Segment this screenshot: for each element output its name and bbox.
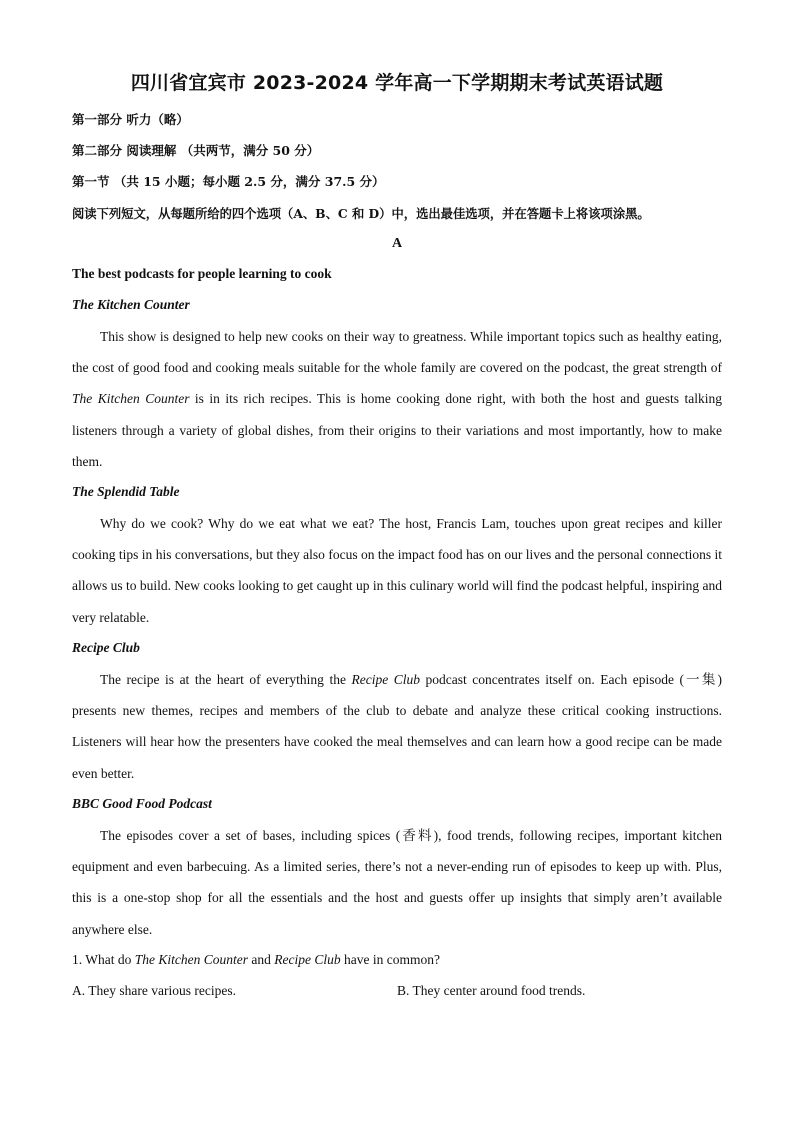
question-1-option-a: A. They share various recipes.: [72, 983, 236, 998]
part-one-heading: 第一部分 听力（略）: [72, 112, 189, 127]
podcast-heading-kitchen-counter: The Kitchen Counter: [72, 297, 190, 312]
paragraph-bbc-good-food: The episodes cover a set of bases, including spices (香料), food trends, following recipes, important kitchen equipment and even barbecuing. As a limited series, there’s not a never-ending run of episodes to keep up with. Plus, this is a one-stop shop for all the essentials and the host and guests offer up insights that simply aren’t available anywhere else.: [72, 828, 722, 937]
paragraph-recipe-club: The recipe is at the heart of everything the Recipe Club podcast concentrates itself on. Each episode (一集) presents new themes, recipes and members of the club to debate and analyze these critical cooking instructions. Listeners will hear how the presenters have cooked the meal themselves and can learn how a good recipe can be made even better.: [72, 672, 722, 781]
podcast-heading-bbc-good-food: BBC Good Food Podcast: [72, 796, 212, 811]
passage-label: A: [391, 236, 403, 251]
article-title: The best podcasts for people learning to cook: [72, 266, 332, 281]
question-1: 1. What do The Kitchen Counter and Recipe Club have in common?: [72, 952, 440, 967]
paragraph-splendid-table: Why do we cook? Why do we eat what we eat? The host, Francis Lam, touches upon great recipes and killer cooking tips in his conversations, but they also focus on the impact food has on our lives and the personal connections it allows us to build. New cooks looking to get caught up in this culinary world will find the podcast helpful, inspiring and very relatable.: [72, 516, 722, 625]
podcast-heading-splendid-table: The Splendid Table: [72, 484, 180, 499]
instruction-text: 阅读下列短文，从每题所给的四个选项（A、B、C 和 D）中，选出最佳选项，并在答题卡上将该项涂黑。: [72, 206, 650, 221]
section-one-heading: 第一节 （共 15 小题；每小题 2.5 分，满分 37.5 分）: [72, 174, 385, 189]
paragraph-kitchen-counter: This show is designed to help new cooks on their way to greatness. While important topics such as healthy eating, the cost of good food and cooking meals suitable for the whole family are covered on the podcast, the great strength of The Kitchen Counter is in its rich recipes. This is home cooking done right, with both the host and guests talking listeners through a variety of global dishes, from their origins to their variations and most importantly, how to make them.: [72, 329, 722, 469]
podcast-heading-recipe-club: Recipe Club: [72, 640, 140, 655]
question-1-option-b: B. They center around food trends.: [397, 983, 586, 998]
part-two-heading: 第二部分 阅读理解 （共两节，满分 50 分）: [72, 143, 320, 158]
page-title: 四川省宜宾市 2023-2024 学年高一下学期期末考试英语试题: [130, 72, 664, 94]
